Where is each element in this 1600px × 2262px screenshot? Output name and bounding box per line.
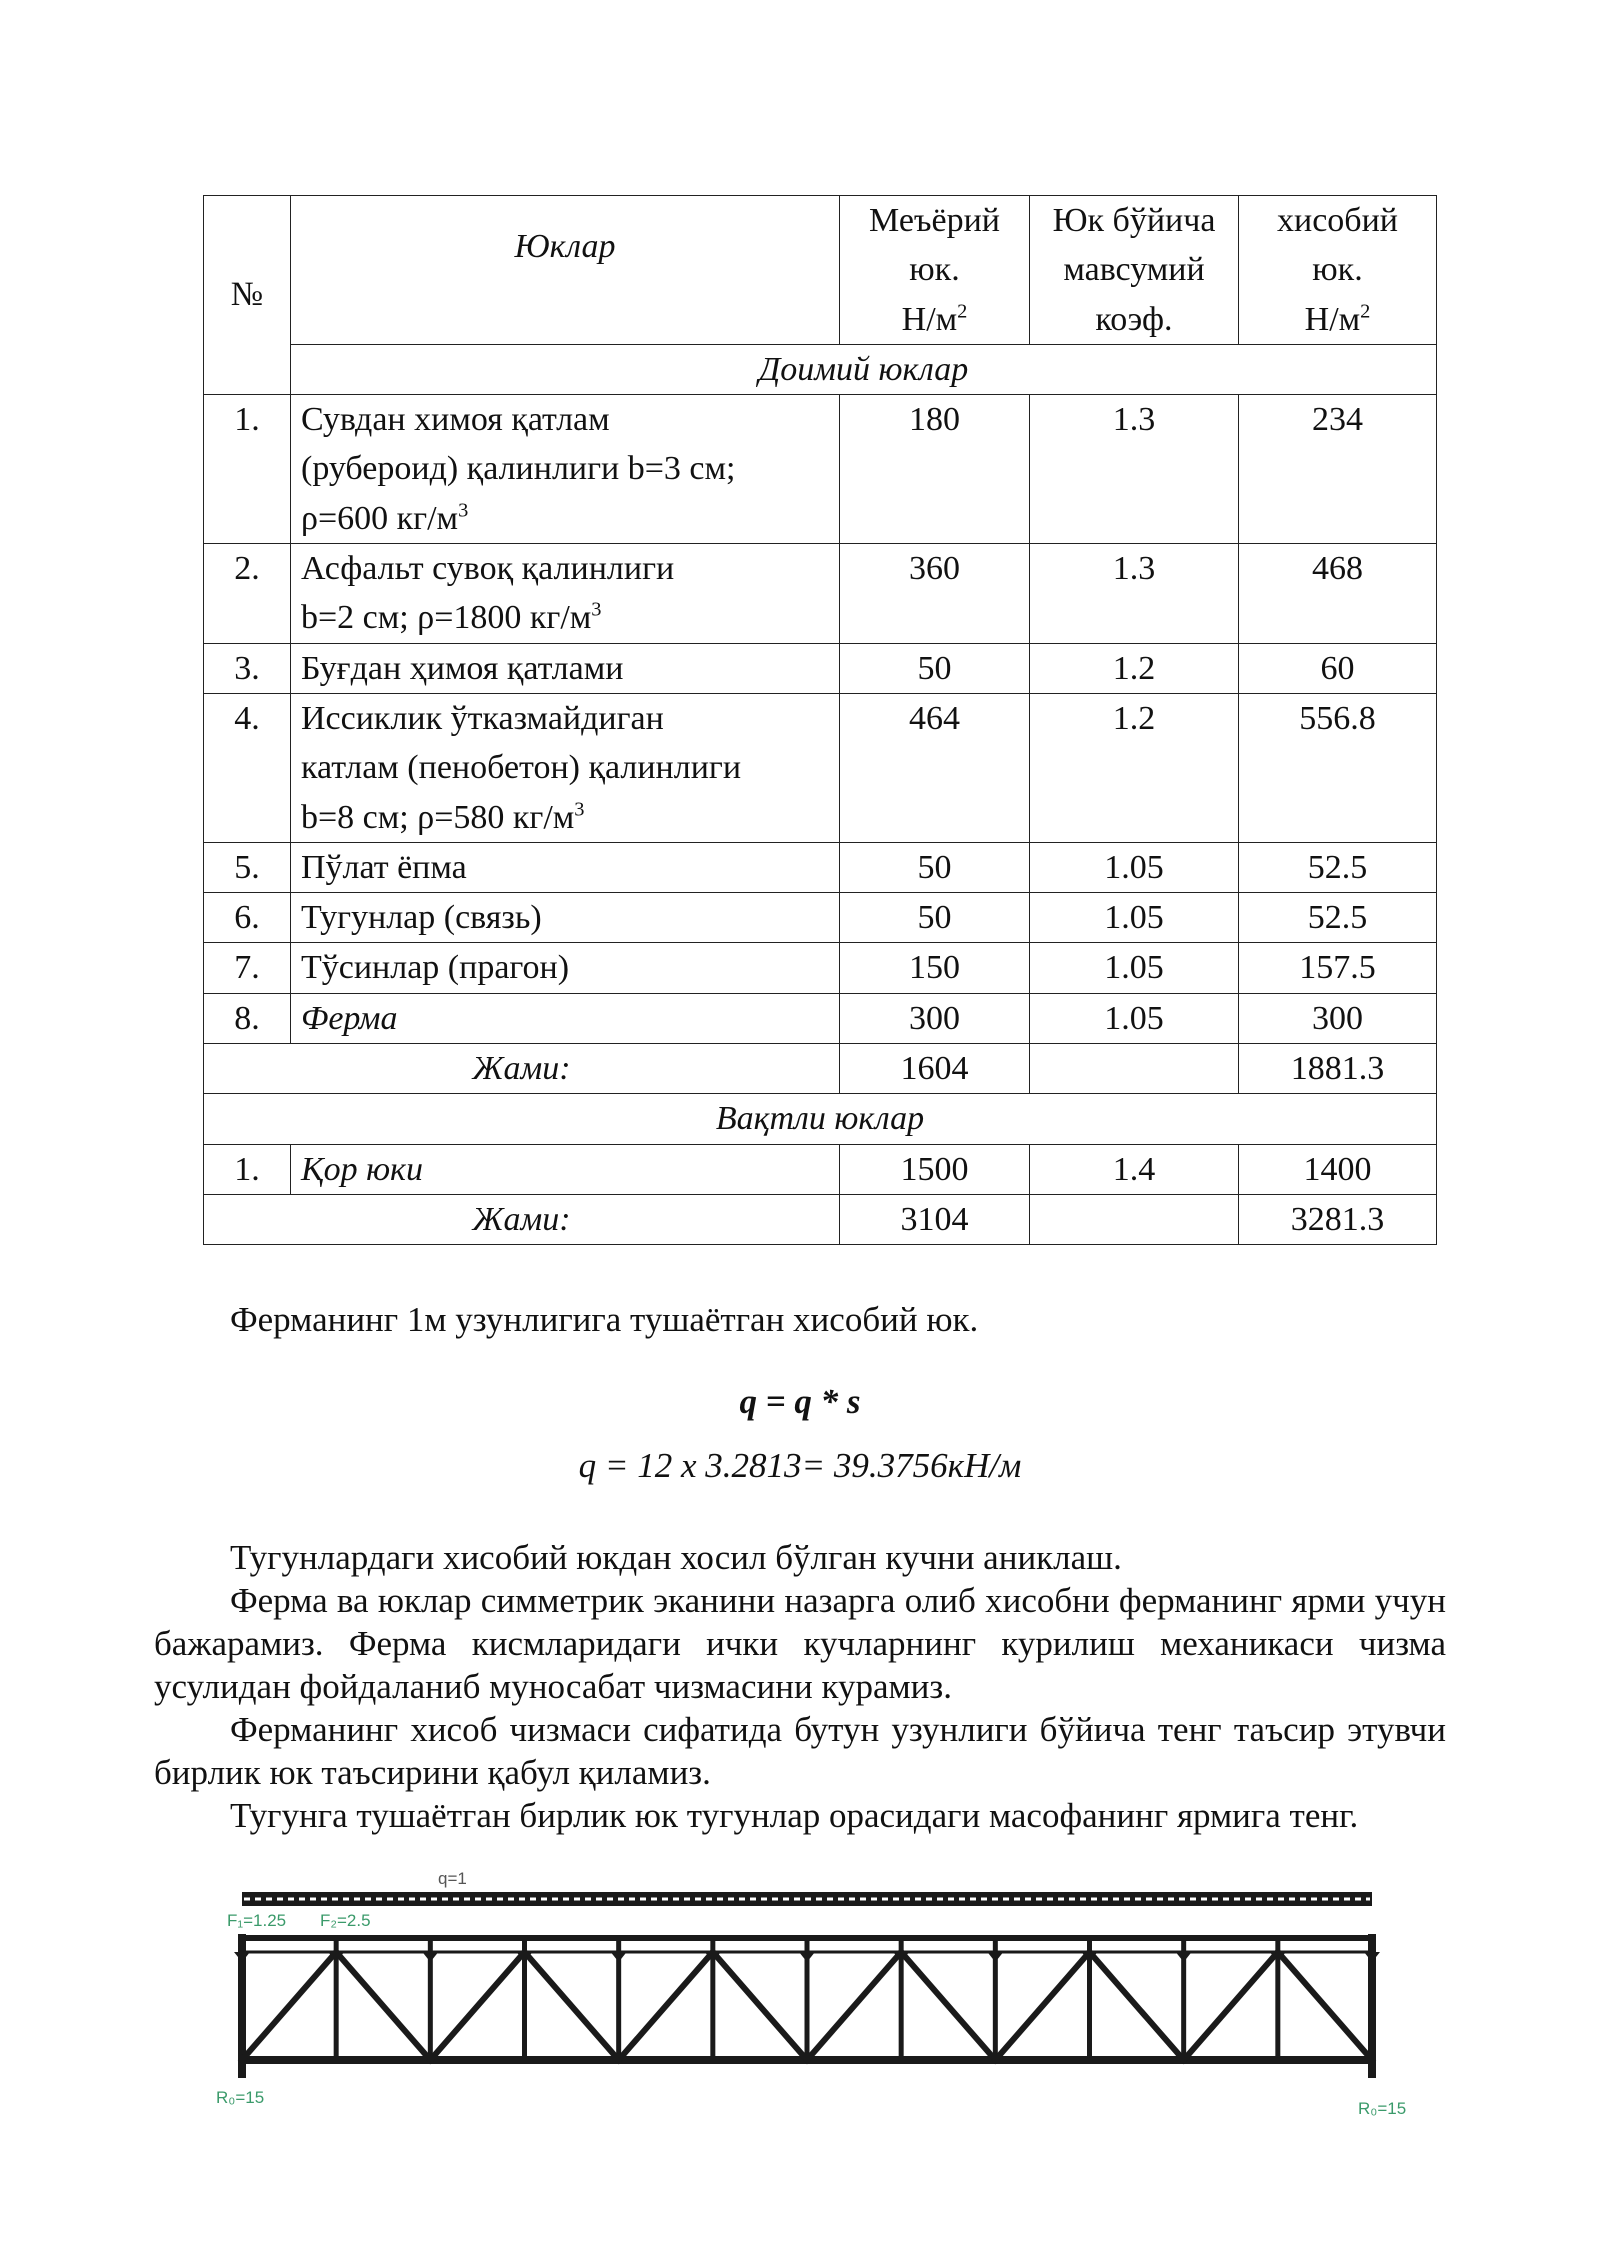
node-gusset [422,1952,438,1962]
row-design: 300 [1239,993,1437,1043]
temporary-loads-title: Вақтли юклар [204,1094,1437,1144]
header-design-sup: 2 [1360,300,1371,323]
diagonal-member [713,1952,807,2060]
node-gusset [1176,1952,1192,1962]
row-number: 5. [204,842,291,892]
truss-members [234,1938,1380,2074]
header-design [1239,196,1437,345]
row-design: 52.5 [1239,893,1437,943]
row-coef: 1.05 [1030,842,1239,892]
row-coef: 1.3 [1030,544,1239,644]
permanent-total-design: 1881.3 [1239,1044,1437,1094]
table-row [204,993,1437,1043]
row-name [291,544,840,644]
uniform-load-bar [242,1892,1372,1906]
diagonal-member [901,1952,995,2060]
row-normative: 300 [840,993,1030,1043]
row-design: 52.5 [1239,842,1437,892]
row-normative: 464 [840,693,1030,842]
table-row [204,943,1437,993]
diagonal-member [1090,1952,1184,2060]
load-label: q=1 [438,1869,467,1888]
row-number: 8. [204,993,291,1043]
temporary-title-row [204,1094,1437,1144]
grand-total-label: Жами: [204,1194,840,1244]
row-name-sup: 3 [574,798,585,821]
row-number: 1. [204,395,291,544]
table-row [204,544,1437,644]
header-coef-l2: мавсумий [1063,251,1205,289]
paragraph-unit-load-scheme: Ферманинг хисоб чизмаси сифатида бутун узунлиги бўйича тенг таъсир этувчи бирлик юк таъсирини қабул қиламиз. [154,1710,1446,1792]
row-coef: 1.05 [1030,943,1239,993]
f2-label: F₂=2.5 [320,1911,371,1930]
row-name [291,643,840,693]
row-design: 1400 [1239,1144,1437,1194]
row-number: 3. [204,643,291,693]
row-name-line: Иссиклик ўтказмайдиган [301,699,664,737]
header-normative-l1: Меъёрий [869,202,1000,239]
diagonal-member [242,1952,336,2060]
row-design: 556.8 [1239,693,1437,842]
table-row [204,842,1437,892]
node-gusset [611,1952,627,1962]
permanent-loads-title: Доимий юклар [291,344,1437,394]
diagonal-member [619,1952,713,2060]
row-number: 7. [204,943,291,993]
row-name: Қор юки [291,1144,840,1194]
row-normative: 50 [840,842,1030,892]
paragraph-symmetry: Ферма ва юклар симметрик эканини назарга олиб хисобни ферманинг ярми учун бажарамиз. Ферма кисмларидаги ички кучларнинг курилиш механикаси чизма усулидан фойдаланиб муносабат чизмасини курамиз. [154,1581,1446,1706]
row-design: 468 [1239,544,1437,644]
row-name: Пўлат ёпма [291,842,840,892]
table-row [204,395,1437,544]
right-reaction-label: R₀=15 [1358,2099,1407,2118]
row-coef: 1.05 [1030,993,1239,1043]
header-coef [1030,196,1239,345]
diagonal-member [336,1952,430,2060]
diagonal-member [995,1952,1089,2060]
row-number: 2. [204,544,291,644]
diagonal-member [525,1952,619,2060]
row-name-sup: 3 [591,599,602,622]
node-gusset [987,1952,1003,1962]
formula-q-definition: q = q * s [739,1382,861,1421]
diagonal-member [807,1952,901,2060]
grand-total-row [204,1194,1437,1244]
header-normative-sup: 2 [957,300,968,323]
grand-total-design: 3281.3 [1239,1194,1437,1244]
row-name-line: b=8 см; ρ=580 кг/м [301,798,575,836]
header-normative-l3: Н/м [901,300,958,338]
header-coef-l1: Юк бўйича [1052,202,1216,239]
row-design: 157.5 [1239,943,1437,993]
row-normative: 150 [840,943,1030,993]
row-normative: 50 [840,643,1030,693]
row-coef: 1.4 [1030,1144,1239,1194]
row-coef: 1.2 [1030,643,1239,693]
node-gusset [799,1952,815,1962]
table-header-row [204,196,1437,345]
row-coef: 1.3 [1030,395,1239,544]
grand-total-coef [1030,1194,1239,1244]
row-name [291,395,840,544]
grand-total-normative: 3104 [840,1194,1030,1244]
paragraph-node-forces: Тугунлардаги хисобий юкдан хосил бўлган кучни аниклаш. [230,1538,1122,1577]
diagonal-member [430,1952,524,2060]
header-coef-l3: коэф. [1095,300,1173,338]
row-name: Тугунлар (связь) [291,893,840,943]
row-design: 234 [1239,395,1437,544]
header-number: № [204,196,291,395]
row-number: 1. [204,1144,291,1194]
node-gusset [1364,1952,1380,1962]
row-design: 60 [1239,643,1437,693]
header-design-l1: хисобий [1277,202,1398,239]
header-design-l3: Н/м [1304,300,1361,338]
row-name-line: Асфальт сувоқ қалинлиги [301,550,675,588]
row-name: Ферма [291,993,840,1043]
permanent-title-row [204,344,1437,394]
row-coef: 1.2 [1030,693,1239,842]
row-name-line: Сувдан химоя қатлам [301,401,610,439]
row-name-line: b=2 см; ρ=1800 кг/м [301,599,592,637]
permanent-total-row [204,1044,1437,1094]
header-normative-l2: юк. [909,251,960,289]
row-name-line: ρ=600 кг/м [301,499,459,537]
row-name-line: катлам (пенобетон) қалинлиги [301,749,742,787]
permanent-total-coef [1030,1044,1239,1094]
row-normative: 50 [840,893,1030,943]
row-number: 4. [204,693,291,842]
row-coef: 1.05 [1030,893,1239,943]
truss-diagram [200,1860,1420,2120]
left-reaction-label: R₀=15 [216,2088,265,2107]
row-normative: 180 [840,395,1030,544]
permanent-total-label: Жами: [204,1044,840,1094]
permanent-total-normative: 1604 [840,1044,1030,1094]
header-normative [840,196,1030,345]
paragraph-unit-load: Ферманинг 1м узунлигига тушаётган хисобий юк. [230,1300,979,1339]
node-gusset [234,1952,250,1962]
f1-label: F₁=1.25 [227,1911,287,1930]
diagonal-member [1184,1952,1278,2060]
row-name-line: Буғдан ҳимоя қатлами [301,649,624,687]
header-loads: Юклар [291,196,840,345]
table-row [204,643,1437,693]
paragraph-node-load: Тугунга тушаётган бирлик юк тугунлар орасидаги масофанинг ярмига тенг. [230,1796,1359,1835]
table-row [204,1144,1437,1194]
header-design-l2: юк. [1312,251,1363,289]
row-name: Тўсинлар (прагон) [291,943,840,993]
row-name-line: (рубероид) қалинлиги b=3 см; [301,450,736,488]
table-row [204,693,1437,842]
row-name [291,693,840,842]
row-normative: 1500 [840,1144,1030,1194]
formula-q-value: q = 12 x 3.2813= 39.3756кН/м [578,1446,1022,1485]
row-normative: 360 [840,544,1030,644]
loads-table [203,195,1437,1245]
row-name-sup: 3 [458,499,469,522]
row-number: 6. [204,893,291,943]
diagonal-member [1278,1952,1372,2060]
table-row [204,893,1437,943]
